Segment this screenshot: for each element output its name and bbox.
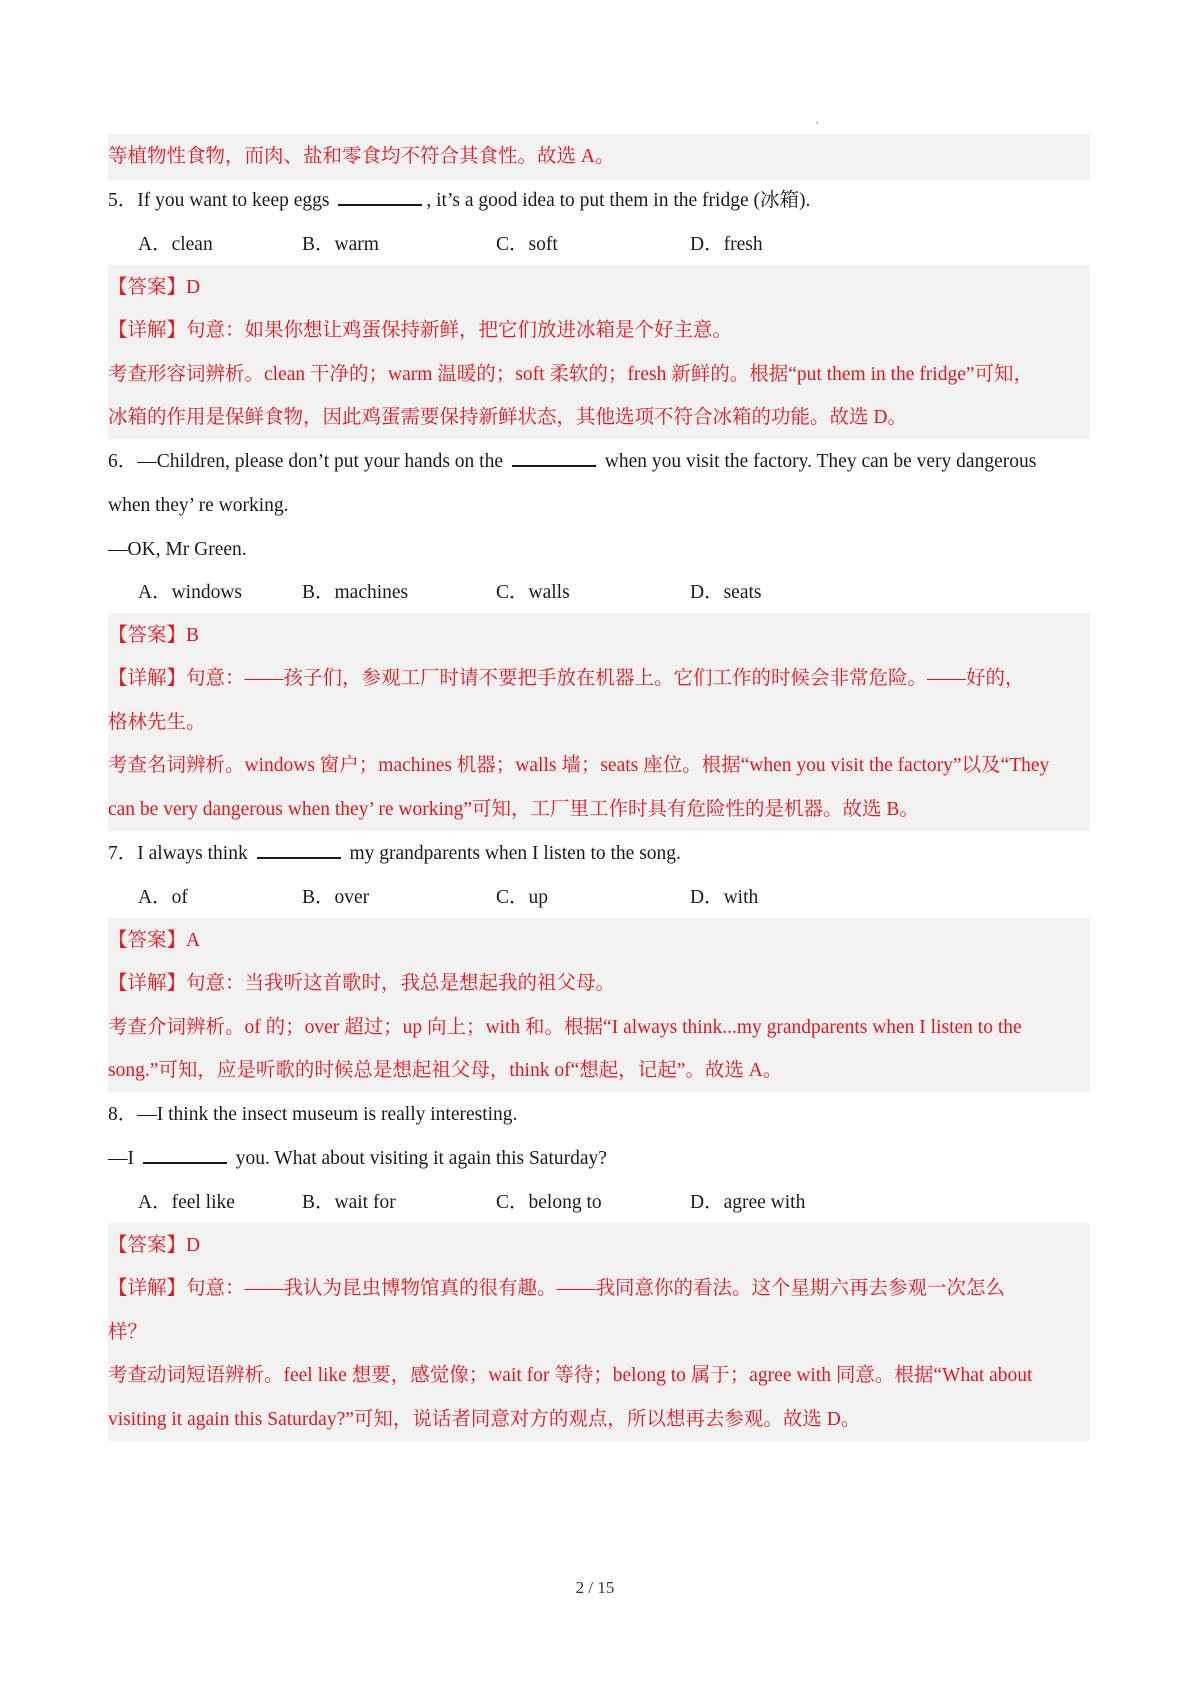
q5-answer-box <box>108 265 1090 439</box>
q8-option-a: A．feel like <box>138 1192 235 1213</box>
q5-answer: 【答案】D <box>108 277 201 298</box>
q8-answer-box <box>108 1223 1090 1441</box>
q7-option-a: A．of <box>138 887 188 908</box>
q7-answer-box <box>108 918 1090 1092</box>
q6-option-d: D．seats <box>690 582 762 603</box>
q6-detail-1: 【详解】句意：——孩子们，参观工厂时请不要把手放在机器上。它们工作的时候会非常危险。——好的， <box>108 668 1025 689</box>
question-8-stem: 8．—I think the insect museum is really interesting. <box>108 1104 518 1125</box>
q7-detail: 【详解】句意：当我听这首歌时，我总是想起我的祖父母。 <box>108 973 616 994</box>
q6-analysis-1: 考查名词辨析。windows 窗户；machines 机器；walls 墙；seats 座位。根据“when you visit the factory”以及“They <box>108 755 1050 776</box>
q5-option-d: D．fresh <box>690 234 763 255</box>
q8-analysis-2: visiting it again this Saturday?”可知，说话者同意对方的观点，所以想再去参观。故选 D。 <box>108 1409 861 1430</box>
q7-analysis-1: 考查介词辨析。of 的；over 超过；up 向上；with 和。根据“I always think...my grandparents when I listen to the <box>108 1017 1022 1038</box>
q6-answer: 【答案】B <box>108 625 200 646</box>
top-mark: ' <box>816 118 819 132</box>
q8-detail-2: 样？ <box>108 1322 148 1343</box>
question-7-stem <box>108 831 1090 877</box>
q5-option-a: A．clean <box>138 234 213 255</box>
q8-option-d: D．agree with <box>690 1192 806 1213</box>
q7-option-c: C．up <box>496 887 549 908</box>
q6-answer-box <box>108 613 1090 831</box>
q5-option-b: B．warm <box>302 234 379 255</box>
q5-stem-before: 5．If you want to keep eggs <box>108 190 335 211</box>
q7-stem-after: my grandparents when I listen to the song. <box>344 843 681 864</box>
question-6-stem <box>108 439 1090 485</box>
q7-blank <box>257 839 341 859</box>
q7-answer: 【答案】A <box>108 930 201 951</box>
q5-option-c: C．soft <box>496 234 558 255</box>
q5-stem-after: , it’s a good idea to put them in the fridge (冰箱). <box>426 190 811 211</box>
q6-analysis-2: can be very dangerous when they’ re working”可知，工厂里工作时具有危险性的是机器。故选 B。 <box>108 799 919 820</box>
q7-option-d: D．with <box>690 887 759 908</box>
question-8-stem-line2 <box>108 1136 1090 1182</box>
q6-option-c: C．walls <box>496 582 570 603</box>
q6-detail-2: 格林先生。 <box>108 712 206 733</box>
q7-option-b: B．over <box>302 887 370 908</box>
q8-detail-1: 【详解】句意：——我认为昆虫博物馆真的很有趣。——我同意你的看法。这个星期六再去参观一次怎么 <box>108 1278 1006 1299</box>
q7-stem-before: 7．I always think <box>108 843 253 864</box>
question-6-stem-line2: when they’ re working. <box>108 495 289 516</box>
page-number: 2 / 15 <box>575 1578 615 1597</box>
q6-stem-after: when you visit the factory. They can be very dangerous <box>599 451 1037 472</box>
q6-option-a: A．windows <box>138 582 243 603</box>
q5-analysis-2: 冰箱的作用是保鲜食物，因此鸡蛋需要保持新鲜状态，其他选项不符合冰箱的功能。故选 D。 <box>108 407 907 428</box>
q8-stem2-before: —I <box>108 1148 139 1169</box>
q7-analysis-2: song.”可知，应是听歌的时候总是想起祖父母，think of“想起，记起”。故选 A。 <box>108 1060 783 1081</box>
q8-stem2-after: you. What about visiting it again this Saturday? <box>230 1148 607 1169</box>
carry-over-text: 等植物性食物，而肉、盐和零食均不符合其食性。故选 A。 <box>108 134 1090 180</box>
q6-option-b: B．machines <box>302 582 409 603</box>
q8-answer: 【答案】D <box>108 1235 201 1256</box>
q5-detail: 【详解】句意：如果你想让鸡蛋保持新鲜，把它们放进冰箱是个好主意。 <box>108 320 733 341</box>
q8-option-b: B．wait for <box>302 1192 396 1213</box>
question-5-stem <box>108 178 1090 224</box>
q5-analysis-1: 考查形容词辨析。clean 干净的；warm 温暖的；soft 柔软的；fresh 新鲜的。根据“put them in the fridge”可知， <box>108 364 1034 385</box>
question-6-stem-line3: —OK, Mr Green. <box>108 539 247 560</box>
q6-stem-before: 6．—Children, please don’t put your hands on the <box>108 451 508 472</box>
q8-analysis-1: 考查动词短语辨析。feel like 想要，感觉像；wait for 等待；belong to 属于；agree with 同意。根据“What about <box>108 1365 1033 1386</box>
q6-blank <box>512 447 596 467</box>
q8-blank <box>143 1144 227 1164</box>
q5-blank <box>338 186 422 206</box>
q8-option-c: C．belong to <box>496 1192 602 1213</box>
